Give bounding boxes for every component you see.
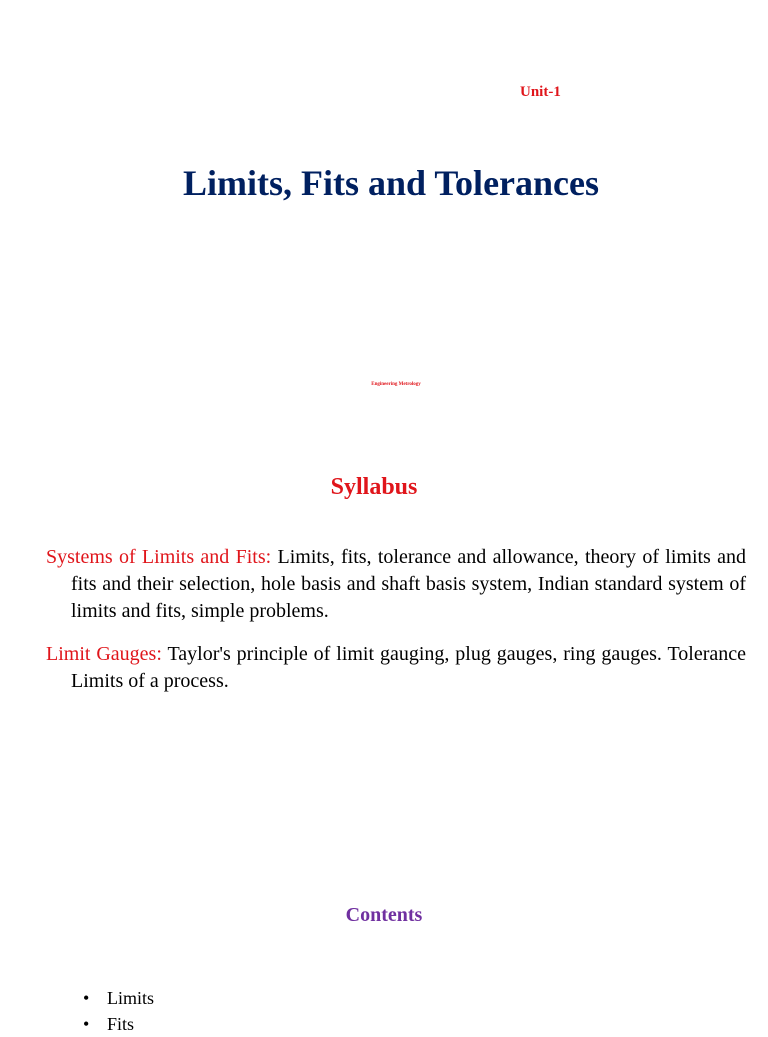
list-item [80, 1011, 154, 1037]
bullet-icon: • [83, 1014, 90, 1034]
syllabus-heading: Syllabus [330, 474, 418, 500]
syllabus-topic-limit-gauges [46, 641, 746, 695]
list-item-label: Fits [107, 1014, 135, 1034]
topic-text: Limits, fits, tolerance and allowance, theory of limits and fits and their selection, hole basis and shaft basis system, Indian standard system of limits and fits, simple problems. [71, 546, 747, 622]
list-item-label: Limits [107, 988, 155, 1008]
footer-note: Engineering Metrology [371, 382, 421, 387]
unit-label: Unit-1 [520, 84, 561, 100]
bullet-icon: • [83, 988, 90, 1008]
contents-heading: Contents [345, 904, 423, 926]
syllabus-topic-limits-fits [46, 544, 746, 625]
contents-list [80, 985, 154, 1037]
page-title: Limits, Fits and Tolerances [182, 163, 600, 203]
topic-text: Taylor's principle of limit gauging, plug gauges, ring gauges. Tolerance Limits of a process. [71, 643, 747, 692]
topic-title: Systems of Limits and Fits: [46, 546, 272, 568]
topic-title: Limit Gauges: [46, 643, 162, 665]
list-item [80, 985, 154, 1011]
